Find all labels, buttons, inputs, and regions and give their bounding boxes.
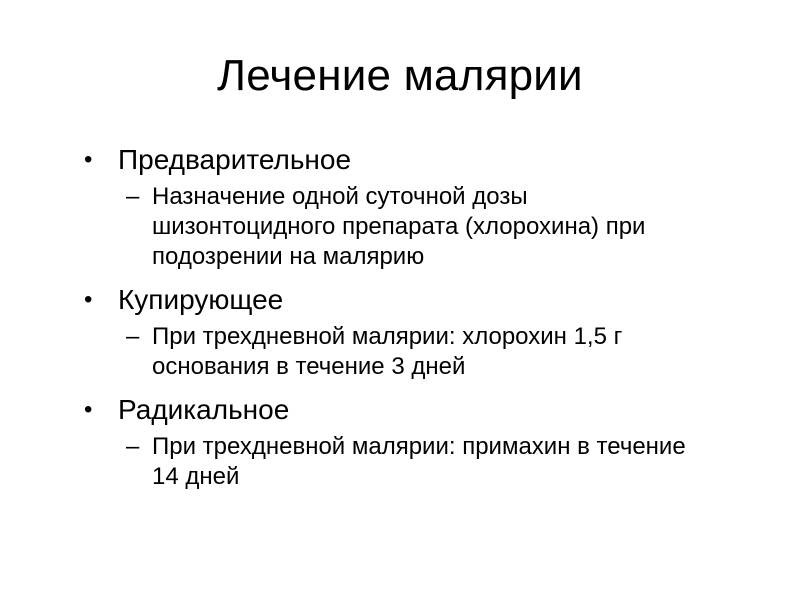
sub-list <box>84 182 764 272</box>
sub-item <box>84 432 712 492</box>
bullet-item-preliminary <box>84 142 764 178</box>
bullet-marker: • <box>84 146 93 173</box>
bullet-marker: • <box>84 286 93 313</box>
sub-item <box>84 182 712 272</box>
bullet-label: Предварительное <box>118 144 352 175</box>
dash-marker: – <box>126 323 140 350</box>
sub-list <box>84 322 764 382</box>
slide-title: Лечение малярии <box>217 51 583 100</box>
sub-item-text: При трехдневной малярии: хлорохин 1,5 г основания в течение 3 дней <box>152 323 623 380</box>
sub-item <box>84 322 712 382</box>
bullet-list <box>84 142 764 502</box>
sub-item-text: Назначение одной суточной дозы шизонтоцидного препарата (хлорохина) при подозрении на малярию <box>152 183 646 270</box>
bullet-label: Купирующее <box>118 284 284 315</box>
sub-list <box>84 432 764 492</box>
bullet-marker: • <box>84 396 93 423</box>
sub-item-text: При трехдневной малярии: примахин в течение 14 дней <box>152 433 686 490</box>
bullet-label: Радикальное <box>118 394 290 425</box>
dash-marker: – <box>126 183 140 210</box>
bullet-item-cupping <box>84 282 764 318</box>
dash-marker: – <box>126 433 140 460</box>
bullet-item-radical <box>84 392 764 428</box>
